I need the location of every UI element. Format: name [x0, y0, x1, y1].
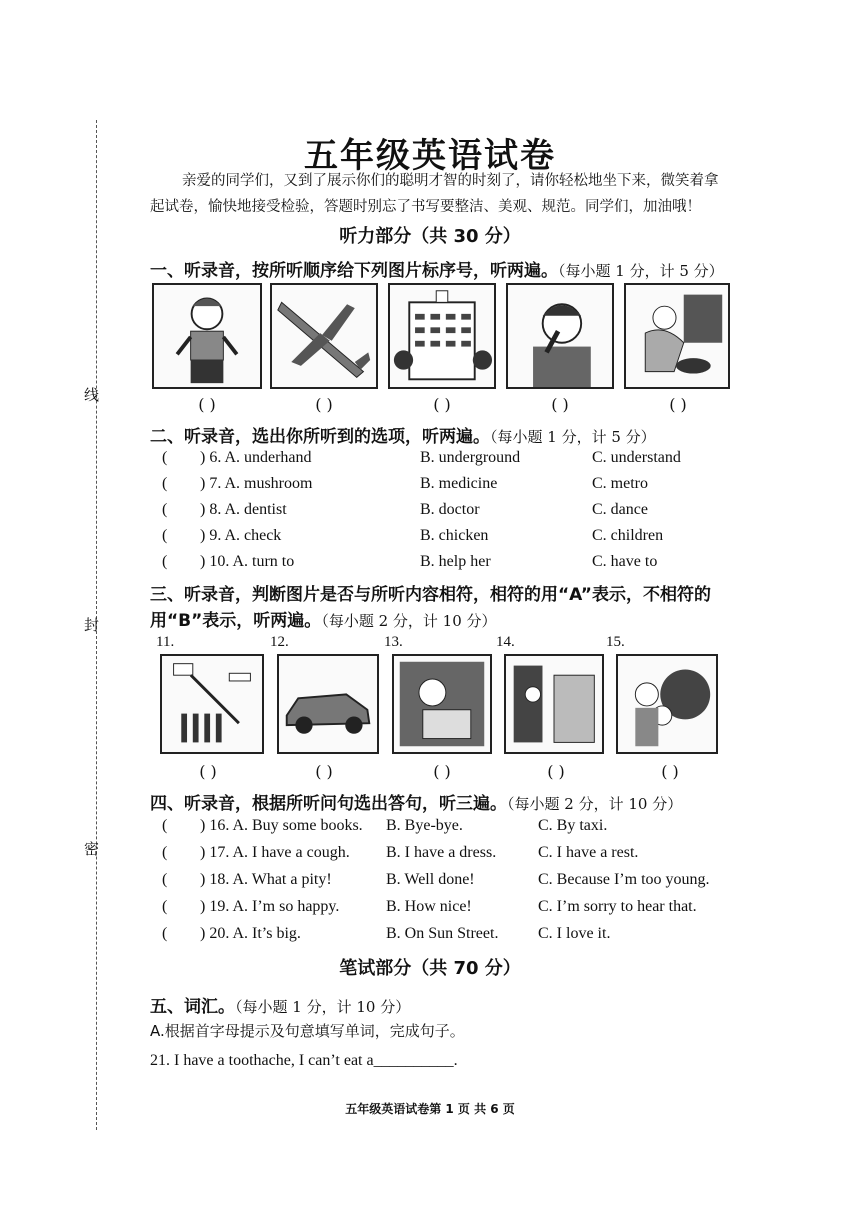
q2-item-8 [150, 501, 750, 525]
q4-item-19 [150, 898, 750, 922]
q2-item-6 [150, 449, 750, 473]
q3-number-11: 11. [156, 634, 175, 650]
listening-section-header: 听力部分（共 30 分） [339, 226, 521, 247]
answer-paren[interactable]: ( [162, 449, 168, 466]
q4-item-20 [150, 925, 750, 949]
page-title: 五年级英语试卷 [304, 136, 556, 176]
q1-answer-blank-3[interactable]: ( ) [433, 395, 451, 414]
q3-number-15: 15. [606, 634, 625, 650]
answer-paren[interactable]: ( [162, 844, 168, 861]
option-a: ) 10. A. turn to [200, 553, 295, 570]
answer-paren[interactable]: ( [162, 925, 168, 942]
q3-heading-line2 [150, 606, 750, 631]
answer-paren[interactable]: ( [162, 501, 168, 518]
option-b: B. doctor [420, 501, 480, 518]
option-a: ) 6. A. underhand [200, 449, 312, 466]
q3-answer-blank-14[interactable]: ( ) [547, 762, 565, 781]
q3-score-note: （每小题 2 分，计 10 分） [321, 612, 497, 630]
option-a: ) 18. A. What a pity! [200, 871, 332, 888]
q3-answer-blank-13[interactable]: ( ) [433, 762, 451, 781]
q4-item-16 [150, 817, 750, 841]
q3-picture-car [277, 654, 379, 754]
q1-picture-airplane [270, 283, 378, 389]
intro-text: 亲爱的同学们，又到了展示你们的聪明才智的时刻了，请你轻松地坐下来，微笑着拿起试卷，愉快地接受检验，答题时别忘了书写要整洁、美观、规范。同学们，加油哦！ [150, 173, 719, 215]
option-b: B. chicken [420, 527, 489, 544]
answer-paren[interactable]: ( [162, 527, 168, 544]
option-a: ) 20. A. It’s big. [200, 925, 301, 942]
q5-heading [150, 992, 750, 1017]
option-b: B. medicine [420, 475, 498, 492]
option-b: B. I have a dress. [386, 844, 497, 861]
q5-heading-text: 五、词汇。 [150, 997, 235, 1017]
question-21[interactable]: 21. I have a toothache, I can’t eat a__________. [150, 1052, 458, 1069]
q4-heading [150, 789, 750, 814]
option-c: C. understand [592, 449, 681, 466]
option-c: C. have to [592, 553, 658, 570]
option-a: ) 7. A. mushroom [200, 475, 313, 492]
page-footer: 五年级英语试卷第 1 页 共 6 页 [345, 1102, 515, 1116]
q2-item-9 [150, 527, 750, 551]
option-a: ) 17. A. I have a cough. [200, 844, 350, 861]
q1-picture-hospital [388, 283, 496, 389]
option-b: B. How nice! [386, 898, 472, 915]
q4-heading-text: 四、听录音，根据所听问句选出答句，听三遍。 [150, 794, 507, 814]
q1-score-note: （每小题 1 分，计 5 分） [558, 262, 724, 280]
margin-label-mi: 密 [84, 840, 100, 858]
option-c: C. I love it. [538, 925, 611, 942]
option-c: C. children [592, 527, 664, 544]
margin-label-xian: 线 [84, 386, 100, 404]
option-b: B. help her [420, 553, 491, 570]
option-c: C. dance [592, 501, 648, 518]
q1-answer-blank-5[interactable]: ( ) [669, 395, 687, 414]
q1-heading [150, 256, 750, 281]
answer-paren[interactable]: ( [162, 553, 168, 570]
option-a: ) 19. A. I’m so happy. [200, 898, 340, 915]
q3-number-12: 12. [270, 634, 289, 650]
q4-item-17 [150, 844, 750, 868]
answer-paren[interactable]: ( [162, 817, 168, 834]
q3-picture-street-crossing [160, 654, 264, 754]
option-c: C. Because I’m too young. [538, 871, 710, 888]
q2-item-10 [150, 553, 750, 577]
q4-item-18 [150, 871, 750, 895]
q3-answer-blank-15[interactable]: ( ) [661, 762, 679, 781]
q2-score-note: （每小题 1 分，计 5 分） [490, 428, 656, 446]
q2-item-7 [150, 475, 750, 499]
q1-picture-boy [152, 283, 262, 389]
answer-paren[interactable]: ( [162, 475, 168, 492]
q1-answer-blank-2[interactable]: ( ) [315, 395, 333, 414]
q1-answer-blank-4[interactable]: ( ) [551, 395, 569, 414]
option-a: ) 8. A. dentist [200, 501, 287, 518]
q2-heading [150, 422, 750, 447]
option-c: C. I have a rest. [538, 844, 639, 861]
q5-instruction: A.根据首字母提示及句意填写单词，完成句子。 [150, 1022, 465, 1040]
option-b: B. On Sun Street. [386, 925, 499, 942]
q3-heading-line1: 三、听录音，判断图片是否与所听内容相符，相符的用“A”表示，不相符的 [150, 585, 711, 605]
option-b: B. Bye-bye. [386, 817, 463, 834]
writing-section-header: 笔试部分（共 70 分） [339, 958, 521, 979]
option-c: C. I’m sorry to hear that. [538, 898, 697, 915]
answer-paren[interactable]: ( [162, 871, 168, 888]
q5-score-note: （每小题 1 分，计 10 分） [235, 998, 411, 1016]
q3-answer-blank-12[interactable]: ( ) [315, 762, 333, 781]
option-b: B. Well done! [386, 871, 475, 888]
option-a: ) 16. A. Buy some books. [200, 817, 363, 834]
q3-number-13: 13. [384, 634, 403, 650]
margin-label-feng: 封 [84, 616, 100, 634]
q3-answer-blank-11[interactable]: ( ) [199, 762, 217, 781]
q3-heading-text: 用“B”表示，听两遍。 [150, 611, 322, 631]
answer-paren[interactable]: ( [162, 898, 168, 915]
q4-score-note: （每小题 2 分，计 10 分） [507, 795, 683, 813]
option-a: ) 9. A. check [200, 527, 282, 544]
q3-picture-family [616, 654, 718, 754]
q1-answer-blank-1[interactable]: ( ) [198, 395, 216, 414]
q3-picture-subway [504, 654, 604, 754]
q1-picture-cooking [624, 283, 730, 389]
q1-picture-toothache-boy [506, 283, 614, 389]
q3-number-14: 14. [496, 634, 515, 650]
q2-heading-text: 二、听录音，选出你所听到的选项，听两遍。 [150, 427, 490, 447]
option-b: B. underground [420, 449, 521, 466]
q1-heading-text: 一、听录音，按所听顺序给下列图片标序号，听两遍。 [150, 261, 558, 281]
option-c: C. metro [592, 475, 648, 492]
q3-picture-sick-boy [392, 654, 492, 754]
option-c: C. By taxi. [538, 817, 608, 834]
